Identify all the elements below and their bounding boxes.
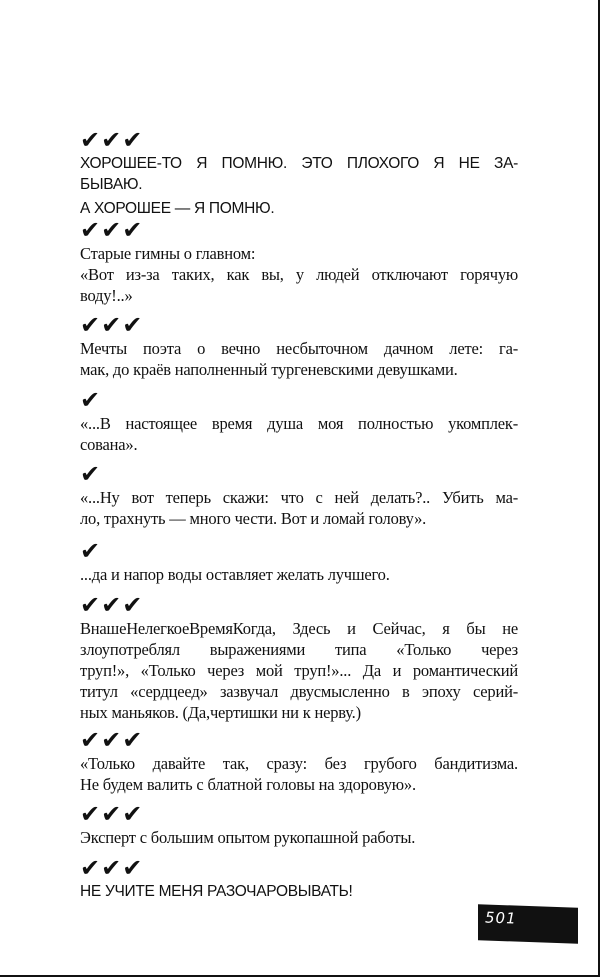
text-line: «Вот из-за таких, как вы, у людей отключают горячую bbox=[80, 265, 518, 284]
checkmark-icon: ✔ bbox=[122, 216, 143, 244]
text-line: злоупотреблял выражениями типа «Только через bbox=[80, 640, 518, 659]
checkmark-icon: ✔ bbox=[80, 311, 101, 339]
checkmark-icon: ✔ bbox=[80, 537, 101, 565]
checkmark-icon: ✔ bbox=[80, 386, 101, 414]
text-line: мак, до краёв наполненный тургеневскими девушками. bbox=[80, 360, 458, 379]
checkmark-icon: ✔ bbox=[122, 311, 143, 339]
checkmark-icon: ✔ bbox=[80, 126, 101, 154]
text-line: ВнашеНелегкоеВремяКогда, Здесь и Сейчас, я бы не bbox=[80, 619, 518, 638]
text-line: «...Ну вот теперь скажи: что с ней делать?.. Убить ма- bbox=[80, 488, 518, 507]
check-marks bbox=[80, 462, 518, 486]
checkmark-icon: ✔ bbox=[122, 726, 143, 754]
text-line: Мечты поэта о вечно несбыточном дачном лете: га- bbox=[80, 339, 518, 358]
checkmark-icon: ✔ bbox=[80, 460, 101, 488]
page-number-tab bbox=[478, 904, 578, 943]
page-number: 501 bbox=[485, 908, 517, 928]
text-line: ных маньяков. (Да,чертишки ни к нерву.) bbox=[80, 703, 361, 722]
text-line: «Только давайте так, сразу: без грубого бандитизма. bbox=[80, 754, 518, 773]
checkmark-icon: ✔ bbox=[80, 854, 101, 882]
text-line: ХОРОШЕЕ-ТО Я ПОМНЮ. ЭТО ПЛОХОГО Я НЕ ЗА- bbox=[80, 155, 518, 172]
text-line: титул «сердцеед» зазвучал двусмысленно в эпоху серий- bbox=[80, 682, 518, 701]
text-line: А ХОРОШЕЕ — Я ПОМНЮ. bbox=[80, 200, 275, 217]
entry-8 bbox=[80, 728, 518, 795]
checkmark-icon: ✔ bbox=[101, 216, 122, 244]
check-marks bbox=[80, 313, 518, 337]
checkmark-icon: ✔ bbox=[80, 726, 101, 754]
text-line: ...да и напор воды оставляет желать лучшего. bbox=[80, 565, 390, 584]
checkmark-icon: ✔ bbox=[101, 591, 122, 619]
text-line: ло, трахнуть — много чести. Вот и ломай голову». bbox=[80, 509, 427, 528]
entry-4 bbox=[80, 388, 518, 455]
checkmark-icon: ✔ bbox=[101, 800, 122, 828]
entry-5 bbox=[80, 462, 518, 529]
entry-7 bbox=[80, 593, 518, 723]
checkmark-icon: ✔ bbox=[101, 311, 122, 339]
text-line: «...В настоящее время душа моя полностью укомплек- bbox=[80, 414, 518, 433]
text-line: Не будем валить с блатной головы на здоровую». bbox=[80, 775, 416, 794]
text-line: сована». bbox=[80, 435, 138, 454]
check-marks bbox=[80, 802, 518, 826]
entry-1 bbox=[80, 128, 518, 219]
entry-2 bbox=[80, 218, 518, 306]
checkmark-icon: ✔ bbox=[101, 854, 122, 882]
entry-6 bbox=[80, 539, 518, 585]
checkmark-icon: ✔ bbox=[122, 591, 143, 619]
entry-3 bbox=[80, 313, 518, 380]
check-marks bbox=[80, 388, 518, 412]
checkmark-icon: ✔ bbox=[80, 591, 101, 619]
check-marks bbox=[80, 856, 518, 880]
text-line: Эксперт с большим опытом рукопашной работы. bbox=[80, 828, 416, 847]
checkmark-icon: ✔ bbox=[80, 216, 101, 244]
text-line: труп!», «Только через мой труп!»... Да и романтический bbox=[80, 661, 518, 680]
check-marks bbox=[80, 539, 518, 563]
checkmark-icon: ✔ bbox=[122, 800, 143, 828]
entry-10 bbox=[80, 856, 518, 902]
text-line: НЕ УЧИТЕ МЕНЯ РАЗОЧАРОВЫВАТЬ! bbox=[80, 883, 353, 900]
checkmark-icon: ✔ bbox=[80, 800, 101, 828]
check-marks bbox=[80, 218, 518, 242]
checkmark-icon: ✔ bbox=[101, 126, 122, 154]
checkmark-icon: ✔ bbox=[101, 726, 122, 754]
check-marks bbox=[80, 728, 518, 752]
text-line: Старые гимны о главном: bbox=[80, 244, 256, 263]
checkmark-icon: ✔ bbox=[122, 854, 143, 882]
text-line: воду!..» bbox=[80, 286, 133, 305]
text-line: БЫВАЮ. bbox=[80, 176, 143, 193]
checkmark-icon: ✔ bbox=[122, 126, 143, 154]
entry-9 bbox=[80, 802, 518, 848]
check-marks bbox=[80, 128, 518, 152]
check-marks bbox=[80, 593, 518, 617]
